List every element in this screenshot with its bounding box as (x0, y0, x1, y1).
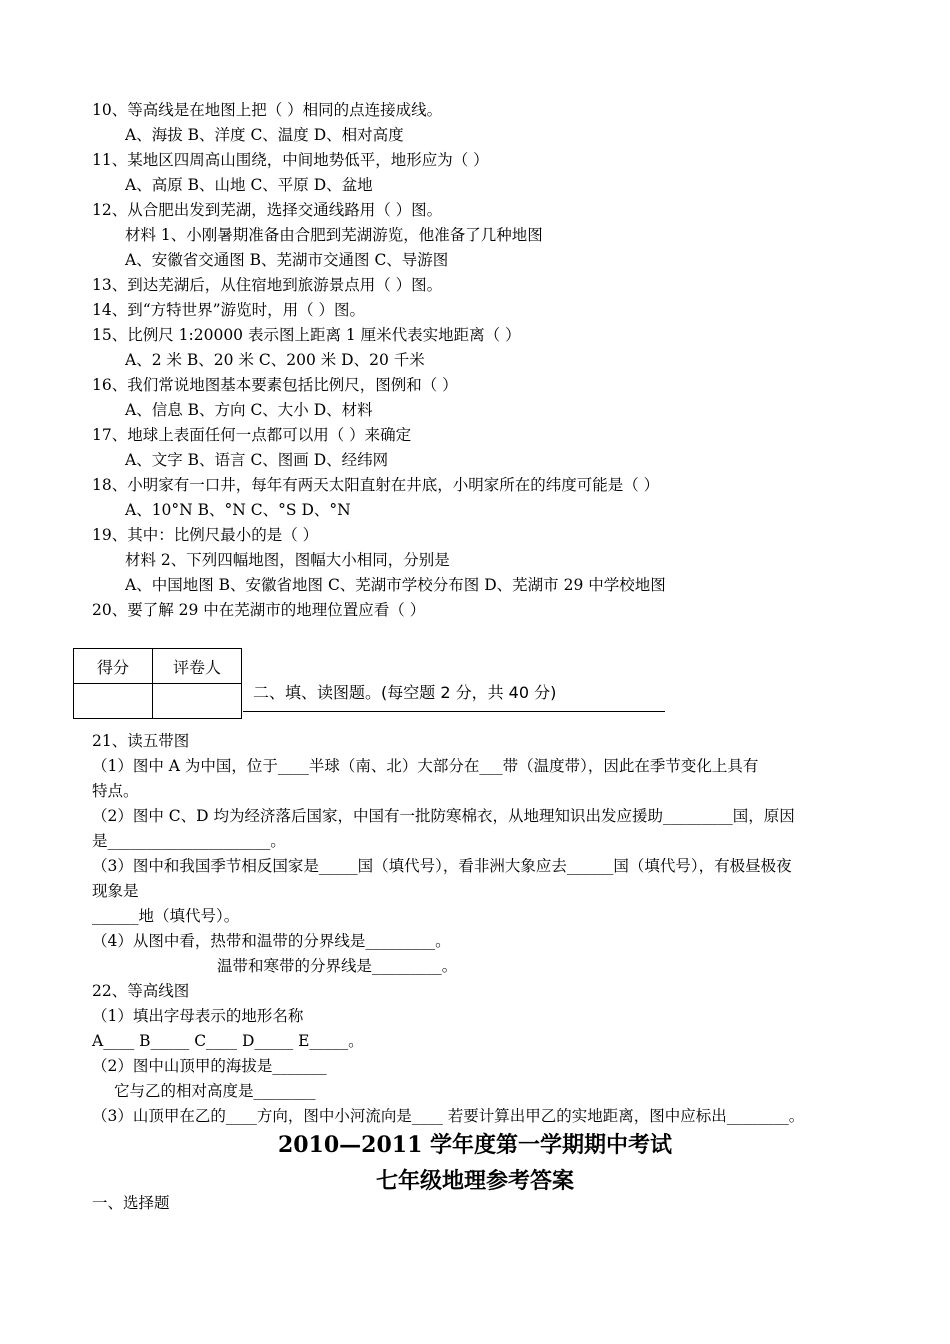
question-17: 17、地球上表面任何一点都可以用（ ）来确定 (92, 426, 412, 444)
question-13: 13、到达芜湖后，从住宿地到旅游景点用（ ）图。 (92, 276, 443, 294)
material-2: 材料 2、下列四幅地图，图幅大小相同，分别是 (125, 551, 450, 569)
question-11-options: A、高原 B、山地 C、平原 D、盆地 (125, 176, 373, 194)
question-22-2: （2）图中山顶甲的海拔是_______ (92, 1057, 327, 1075)
question-20: 20、要了解 29 中在芜湖市的地理位置应看（ ） (92, 601, 426, 619)
question-21-3-cont: 现象是 (92, 882, 139, 900)
question-14: 14、到“方特世界”游览时，用（ ）图。 (92, 301, 365, 319)
question-16-options: A、信息 B、方向 C、大小 D、材料 (125, 401, 373, 419)
score-table (73, 648, 242, 719)
question-12: 12、从合肥出发到芜湖，选择交通线路用（ ）图。 (92, 201, 443, 219)
material-1: 材料 1、小刚暑期准备由合肥到芜湖游览，他准备了几种地图 (125, 226, 543, 244)
question-21-1: （1）图中 A 为中国，位于____半球（南、北）大部分在___带（温度带），因此在季节变化上具有 (92, 757, 759, 775)
question-18-options: A、10°N B、°N C、°S D、°N (125, 501, 351, 519)
question-21-2-cont: 是_____________________。 (92, 832, 286, 850)
question-21-3: （3）图中和我国季节相反国家是_____国（填代号），看非洲大象应去______国（填代号），有极昼极夜 (92, 857, 792, 875)
question-10: 10、等高线是在地图上把（ ）相同的点连接成线。 (92, 101, 443, 119)
question-16: 16、我们常说地图基本要素包括比例尺，图例和（ ） (92, 376, 458, 394)
question-21: 21、读五带图 (92, 732, 190, 750)
question-22-1: （1）填出字母表示的地形名称 (92, 1007, 304, 1025)
question-21-2: （2）图中 C、D 均为经济落后国家，中国有一批防寒棉衣，从地理知识出发应援助_________国，原因 (92, 807, 795, 825)
question-17-options: A、文字 B、语言 C、图画 D、经纬网 (125, 451, 389, 469)
question-10-options: A、海拔 B、洋度 C、温度 D、相对高度 (125, 126, 404, 144)
question-19: 19、其中：比例尺最小的是（ ） (92, 526, 319, 544)
question-22-2-cont: 它与乙的相对高度是________ (114, 1082, 316, 1100)
question-21-4: （4）从图中看，热带和温带的分界线是_________。 (92, 932, 451, 950)
question-15: 15、比例尺 1:20000 表示图上距离 1 厘米代表实地距离（ ） (92, 326, 521, 344)
question-21-3-cont2: ______地（填代号）。 (92, 907, 240, 925)
grader-cell[interactable] (153, 684, 242, 719)
question-18: 18、小明家有一口井，每年有两天太阳直射在井底，小明家所在的纬度可能是（ ） (92, 476, 660, 494)
score-cell[interactable] (74, 684, 153, 719)
question-22: 22、等高线图 (92, 982, 190, 1000)
answer-subtitle: 七年级地理参考答案 (375, 1168, 574, 1194)
question-21-4-cont: 温带和寒带的分界线是_________。 (217, 957, 458, 975)
question-21-1-cont: 特点。 (92, 782, 139, 800)
question-22-1-blanks: A____ B_____ C____ D_____ E_____。 (92, 1032, 364, 1050)
section-2-title: 二、填、读图题。(每空题 2 分，共 40 分) (243, 680, 665, 712)
question-12-options: A、安徽省交通图 B、芜湖市交通图 C、导游图 (125, 251, 449, 269)
answer-title: 2010—2011 学年度第一学期期中考试 (277, 1132, 673, 1158)
grader-header: 评卷人 (153, 649, 242, 684)
answer-section-1: 一、选择题 (92, 1194, 170, 1212)
question-22-3: （3）山顶甲在乙的____方向，图中小河流向是____ 若要计算出甲乙的实地距离，图中应标出________。 (92, 1107, 805, 1125)
question-11: 11、某地区四周高山围绕，中间地势低平，地形应为（ ） (92, 151, 489, 169)
question-19-options: A、中国地图 B、安徽省地图 C、芜湖市学校分布图 D、芜湖市 29 中学校地图 (125, 576, 666, 594)
question-15-options: A、2 米 B、20 米 C、200 米 D、20 千米 (125, 351, 425, 369)
score-header: 得分 (74, 649, 153, 684)
